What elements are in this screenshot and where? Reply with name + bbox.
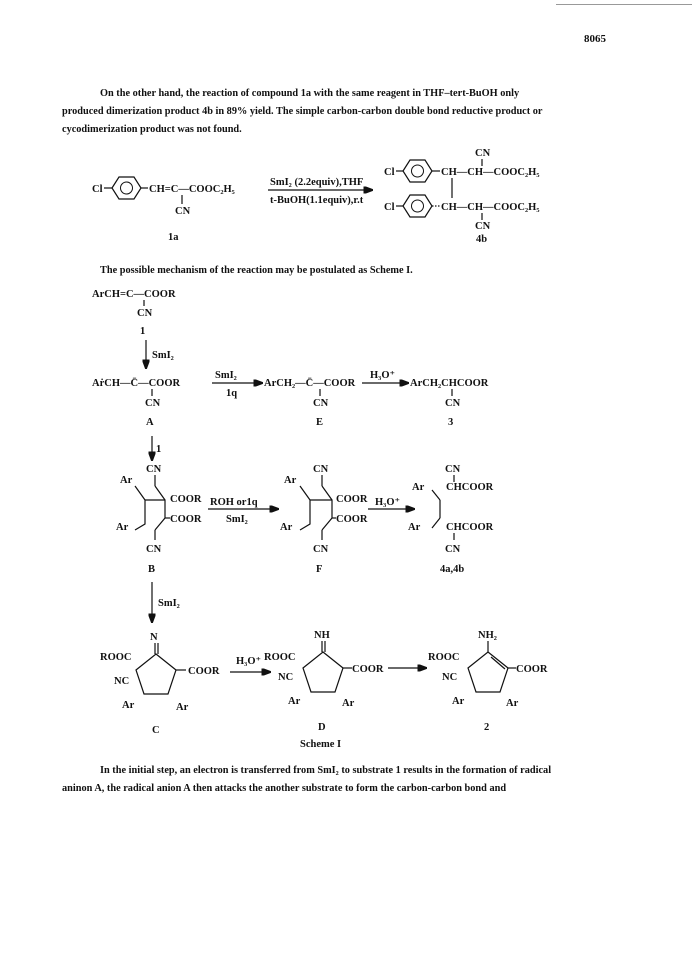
B-to-F-bottom: SmI₂	[226, 514, 248, 525]
D-coor: COOR	[352, 664, 384, 675]
product-cn-top: CN	[475, 148, 491, 159]
paragraph-3-line-1: In the initial step, an electron is transferred from SmI₂ to substrate 1 results in the formation of radical	[100, 765, 552, 776]
p2-ar-right: Ar	[506, 698, 519, 709]
intermediate-C	[100, 632, 220, 736]
F-ar-top: Ar	[284, 475, 297, 486]
A-to-E-top: SmI₂	[215, 370, 237, 381]
D-ar-right: Ar	[342, 698, 355, 709]
B-to-C-label: SmI₂	[158, 598, 180, 609]
B-to-F-top: ROH or1q	[210, 497, 258, 508]
condition-bottom: t-BuOH(1.1equiv),r.t	[270, 195, 364, 206]
product-chain-bottom: CH—CH—COOC₂H₅	[441, 202, 540, 213]
C-to-D: H₃O⁺	[236, 656, 262, 667]
page-number: 8065	[584, 33, 606, 45]
cl-label: Cl	[92, 184, 103, 195]
p4-ar-top: Ar	[412, 482, 425, 493]
p4-cn-bottom: CN	[445, 544, 461, 555]
product-2	[428, 630, 548, 733]
p3-cn: CN	[445, 398, 461, 409]
s1-chain: ArCH=C—COOR	[92, 289, 176, 300]
paragraph-1-line-3: cycodimerization product was not found.	[62, 124, 242, 135]
product-cn-bottom: CN	[475, 221, 491, 232]
intermediate-F	[280, 464, 368, 575]
D-nc: NC	[278, 672, 294, 683]
reactant-label-1a: 1a	[168, 232, 179, 243]
E-label: E	[316, 417, 324, 428]
F-label: F	[316, 564, 323, 575]
p4-label: 4a,4b	[440, 564, 465, 575]
s1-cn: CN	[137, 308, 153, 319]
p2-nh2: NH₂	[478, 630, 497, 641]
p2-rooc: ROOC	[428, 652, 460, 663]
product-cl-bottom: Cl	[384, 202, 395, 213]
B-cn-top: CN	[146, 464, 162, 475]
E-chain: ArCH₂—C̄—COOR	[264, 378, 356, 389]
product-cl-top: Cl	[384, 167, 395, 178]
D-rooc: ROOC	[264, 652, 296, 663]
paragraph-2: The possible mechanism of the reaction may be postulated as Scheme I.	[100, 265, 413, 276]
D-label: D	[318, 722, 326, 733]
scheme-caption: Scheme I	[300, 739, 342, 750]
intermediate-B	[116, 464, 202, 575]
cyclopentane-ring-D	[303, 652, 343, 692]
C-coor: COOR	[188, 666, 220, 677]
condition-top: SmI₂ (2.2equiv),THF	[270, 177, 364, 188]
F-ar-bottom: Ar	[280, 522, 293, 533]
benzene-ring-1a	[112, 177, 141, 199]
F-cn-top: CN	[313, 464, 329, 475]
B-ar-top: Ar	[120, 475, 133, 486]
p4-cn-top: CN	[445, 464, 461, 475]
A-label: A	[146, 417, 154, 428]
C-ar-right: Ar	[176, 702, 189, 713]
cyclopentene-ring-2	[468, 652, 508, 692]
F-cn-bottom: CN	[313, 544, 329, 555]
reaction-1a-to-4b	[92, 148, 539, 245]
benzene-ring-4b-bottom	[403, 195, 432, 217]
E-to-3: H₃O⁺	[370, 370, 396, 381]
A-cn: CN	[145, 398, 161, 409]
product-4a-4b	[408, 464, 494, 575]
intermediate-D	[264, 630, 384, 733]
reactant-cn: CN	[175, 206, 191, 217]
E-cn: CN	[313, 398, 329, 409]
product-label-4b: 4b	[476, 234, 488, 245]
s1-label: 1	[140, 326, 146, 337]
F-to-4: H₃O⁺	[375, 497, 401, 508]
F-coor-bottom: COOR	[336, 514, 368, 525]
step1-reagent: SmI₂	[152, 350, 174, 361]
B-coor-bottom: COOR	[170, 514, 202, 525]
C-rooc: ROOC	[100, 652, 132, 663]
paragraph-1-line-2: produced dimerization product 4b in 89% yield. The simple carbon-carbon double bond reductive product or	[62, 106, 543, 117]
C-nc: NC	[114, 676, 130, 687]
D-nh: NH	[314, 630, 330, 641]
B-coor-top: COOR	[170, 494, 202, 505]
C-n: N	[150, 632, 158, 643]
A-chain: AṙCH—C̄—COOR	[92, 378, 181, 389]
A-to-E-bottom: 1q	[226, 388, 238, 399]
B-cn-bottom: CN	[146, 544, 162, 555]
reactant-chain: CH=C—COOC₂H₅	[149, 184, 235, 195]
B-label: B	[148, 564, 156, 575]
B-ar-bottom: Ar	[116, 522, 129, 533]
scheme-substrate-1	[92, 289, 176, 368]
p2-label: 2	[484, 722, 490, 733]
p2-nc: NC	[442, 672, 458, 683]
A-to-B-label: 1	[156, 444, 162, 455]
cyclopentane-ring-C	[136, 654, 176, 694]
C-ar-left: Ar	[122, 700, 135, 711]
paragraph-3-line-2: aninon A, the radical anion A then attacks the another substrate to form the carbon-carbon bond and	[62, 783, 507, 794]
p4-ar-bottom: Ar	[408, 522, 421, 533]
paragraph-1-line-1: On the other hand, the reaction of compound 1a with the same reagent in THF–tert-BuOH only	[100, 88, 520, 99]
F-coor-top: COOR	[336, 494, 368, 505]
p3-chain: ArCH₂CHCOOR	[410, 378, 489, 389]
p4-chcoor-bottom: CHCOOR	[446, 522, 494, 533]
p4-chcoor-top: CHCOOR	[446, 482, 494, 493]
scheme-row-A-E-3	[92, 370, 489, 428]
p2-ar-left: Ar	[452, 696, 465, 707]
benzene-ring-4b-top	[403, 160, 432, 182]
C-label: C	[152, 725, 160, 736]
p3-label: 3	[448, 417, 454, 428]
p2-coor: COOR	[516, 664, 548, 675]
D-ar-left: Ar	[288, 696, 301, 707]
product-chain-top: CH—CH—COOC₂H₅	[441, 167, 540, 178]
